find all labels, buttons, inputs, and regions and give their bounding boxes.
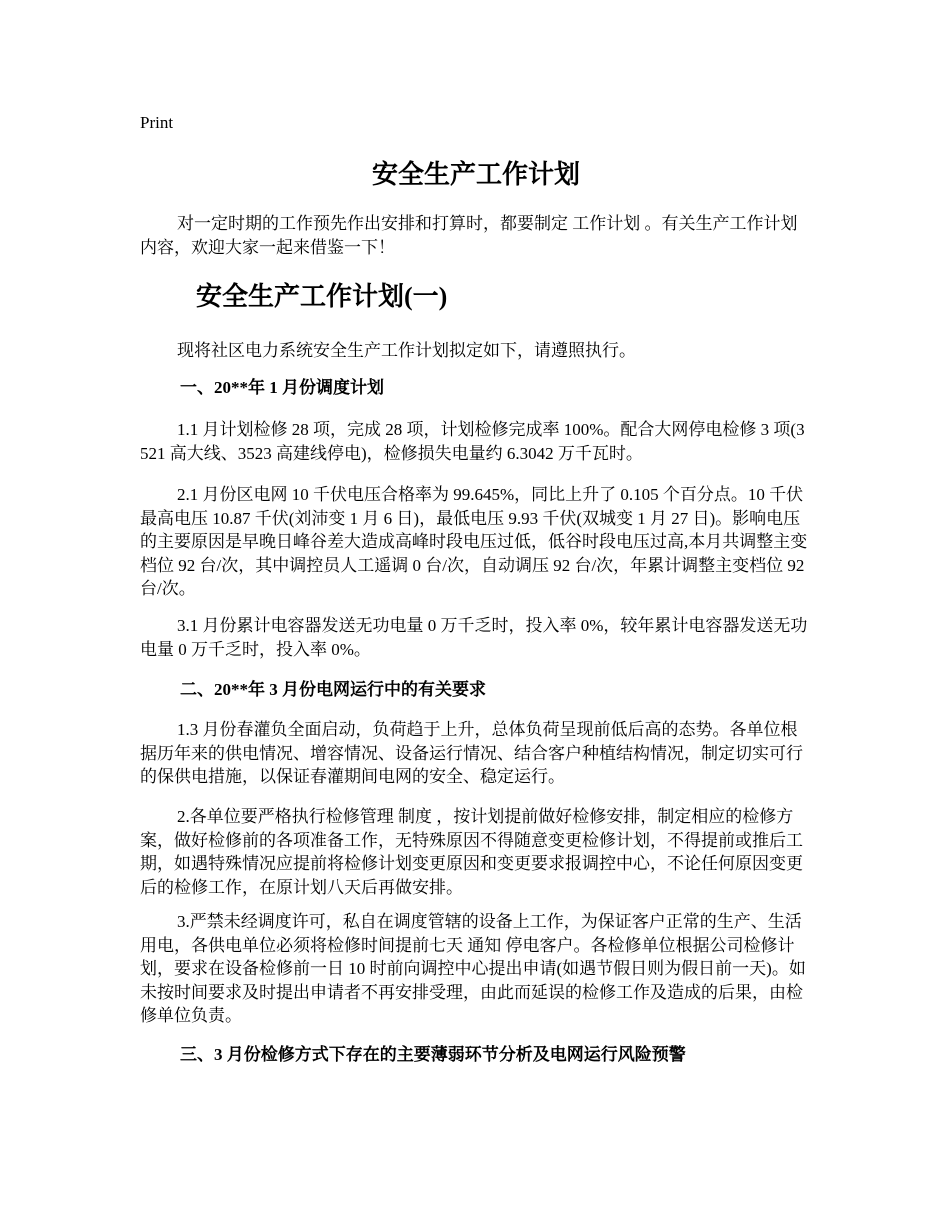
- intro-paragraph: 对一定时期的工作预先作出安排和打算时，都要制定 工作计划 。有关生产工作计划内容，欢迎大家一起来借鉴一下！: [140, 214, 798, 257]
- part1-paragraph-1: 1.1 月计划检修 28 项，完成 28 项，计划检修完成率 100%。配合大网停电检修 3 项(3521 高大线、3523 高建线停电)，检修损失电量约 6.3042 万千瓦时。: [140, 420, 805, 463]
- part2-heading: 二、20**年 3 月份电网运行中的有关要求: [180, 680, 486, 699]
- part1-paragraph-3: 3.1 月份累计电容器发送无功电量 0 万千乏时，投入率 0%，较年累计电容器发送无功电量 0 万千乏时，投入率 0%。: [140, 616, 808, 659]
- part3-heading: 三、3 月份检修方式下存在的主要薄弱环节分析及电网运行风险预警: [180, 1045, 686, 1064]
- section-title: 安全生产工作计划(一): [196, 282, 448, 311]
- part1-paragraph-2: 2.1 月份区电网 10 千伏电压合格率为 99.645%，同比上升了 0.105 个百分点。10 千伏最高电压 10.87 千伏(刘沛变 1 月 6 日)，最低电压 9.93 千伏(双城变 1 月 27 日)。影响电压的主要原因是早晚日峰谷差大造成高峰时段电压过低，低谷时段电压过高,本月共调整主变档位 92 台/次，其中调控员人工遥调 0 台/次，自动调压 92 台/次，年累计调整主变档位 92 台/次。: [140, 485, 808, 598]
- document-title: 安全生产工作计划: [371, 160, 580, 189]
- part2-paragraph-2: 2.各单位要严格执行检修管理 制度 ，按计划提前做好检修安排，制定相应的检修方案，做好检修前的各项准备工作，无特殊原因不得随意变更检修计划，不得提前或推后工期，如遇特殊情况应提前将检修计划变更原因和变更要求报调控中心，不论任何原因变更后的检修工作，在原计划八天后再做安排。: [140, 807, 803, 897]
- print-link[interactable]: Print: [140, 113, 174, 132]
- part2-paragraph-3: 3.严禁未经调度许可，私自在调度管辖的设备上工作，为保证客户正常的生产、生活用电，各供电单位必须将检修时间提前七天 通知 停电客户。各检修单位根据公司检修计划，要求在设备检修前一日 10 时前向调控中心提出申请(如遇节假日则为假日前一天)。如未按时间要求及时提出申请者不再安排受理，由此而延误的检修工作及造成的后果，由检修单位负责。: [140, 912, 806, 1025]
- part1-heading: 一、20**年 1 月份调度计划: [180, 378, 384, 397]
- lead-paragraph: 现将社区电力系统安全生产工作计划拟定如下，请遵照执行。: [177, 341, 636, 360]
- part2-paragraph-1: 1.3 月份春灌负全面启动，负荷趋于上升，总体负荷呈现前低后高的态势。各单位根据历年来的供电情况、增容情况、设备运行情况、结合客户种植结构情况，制定切实可行的保供电措施，以保证春灌期间电网的安全、稳定运行。: [140, 720, 803, 786]
